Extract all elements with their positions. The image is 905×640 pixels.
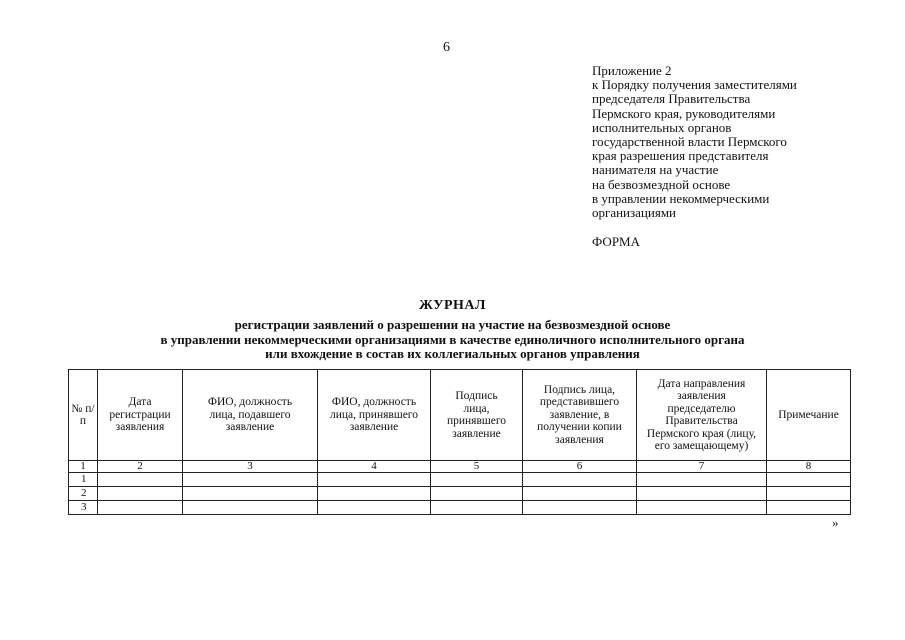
appendix-line: Пермского края, руководителями: [592, 105, 776, 121]
column-number: 3: [183, 461, 318, 473]
appendix-block: [592, 64, 892, 220]
appendix-line: нанимателя на участие: [592, 162, 719, 178]
table-cell: [767, 473, 851, 487]
closing-quote: »: [832, 515, 839, 530]
header-cell-registration-date: Дата регистрации заявления: [98, 370, 183, 461]
column-number: 1: [69, 461, 98, 473]
header-cell-sending-date: Дата направления заявления председателю Правительства Пермского края (лицу, его замещающему): [637, 370, 767, 461]
row-number: 1: [69, 473, 98, 487]
table-cell: [637, 501, 767, 515]
table-cell: [523, 473, 637, 487]
column-number: 5: [431, 461, 523, 473]
table-cell: [431, 473, 523, 487]
header-cell-applicant-signature: Подпись лица, представившего заявление, в получении копии заявления: [523, 370, 637, 461]
header-cell-note: Примечание: [767, 370, 851, 461]
table-cell: [318, 487, 431, 501]
appendix-line: государственной власти Пермского: [592, 134, 787, 150]
table-row: [69, 473, 851, 487]
journal-title: ЖУРНАЛ: [419, 298, 486, 313]
header-cell-receiver-signature: Подпись лица, принявшего заявление: [431, 370, 523, 461]
row-number: 3: [69, 501, 98, 515]
table-row: [69, 501, 851, 515]
page-number: 6: [443, 40, 450, 55]
appendix-line: края разрешения представителя: [592, 148, 769, 164]
header-cell-number: № п/п: [69, 370, 98, 461]
journal-subtitle-line: регистрации заявлений о разрешении на участие на безвозмездной основе: [234, 317, 671, 332]
table-cell: [183, 473, 318, 487]
form-label: ФОРМА: [592, 234, 640, 249]
appendix-line: в управлении некоммерческими: [592, 190, 770, 206]
journal-subtitle-line: или вхождение в состав их коллегиальных органов управления: [265, 346, 640, 361]
column-number: 7: [637, 461, 767, 473]
table-header-row: [69, 370, 851, 461]
journal-table: [68, 369, 851, 515]
table-cell: [183, 501, 318, 515]
header-cell-applicant: ФИО, должность лица, подавшего заявление: [183, 370, 318, 461]
table-cell: [431, 487, 523, 501]
table-cell: [98, 501, 183, 515]
column-number-row: [69, 461, 851, 473]
column-number: 2: [98, 461, 183, 473]
appendix-line: исполнительных органов: [592, 119, 732, 135]
appendix-line: председателя Правительства: [592, 91, 751, 107]
column-number: 6: [523, 461, 637, 473]
table-cell: [523, 487, 637, 501]
appendix-line: на безвозмездной основе: [592, 176, 731, 192]
header-cell-receiver: ФИО, должность лица, принявшего заявление: [318, 370, 431, 461]
appendix-line: к Порядку получения заместителями: [592, 77, 797, 93]
table-cell: [318, 501, 431, 515]
table-cell: [767, 501, 851, 515]
table-cell: [98, 473, 183, 487]
table-cell: [637, 473, 767, 487]
table-cell: [318, 473, 431, 487]
row-number: 2: [69, 487, 98, 501]
journal-subtitle: [0, 318, 905, 362]
table-cell: [183, 487, 318, 501]
table-cell: [98, 487, 183, 501]
table-cell: [767, 487, 851, 501]
column-number: 8: [767, 461, 851, 473]
appendix-line: Приложение 2: [592, 63, 672, 78]
table-cell: [637, 487, 767, 501]
table-cell: [523, 501, 637, 515]
appendix-line: организациями: [592, 205, 676, 221]
journal-subtitle-line: в управлении некоммерческими организациями в качестве единоличного исполнительного органа: [160, 331, 745, 347]
table-row: [69, 487, 851, 501]
column-number: 4: [318, 461, 431, 473]
table-cell: [431, 501, 523, 515]
